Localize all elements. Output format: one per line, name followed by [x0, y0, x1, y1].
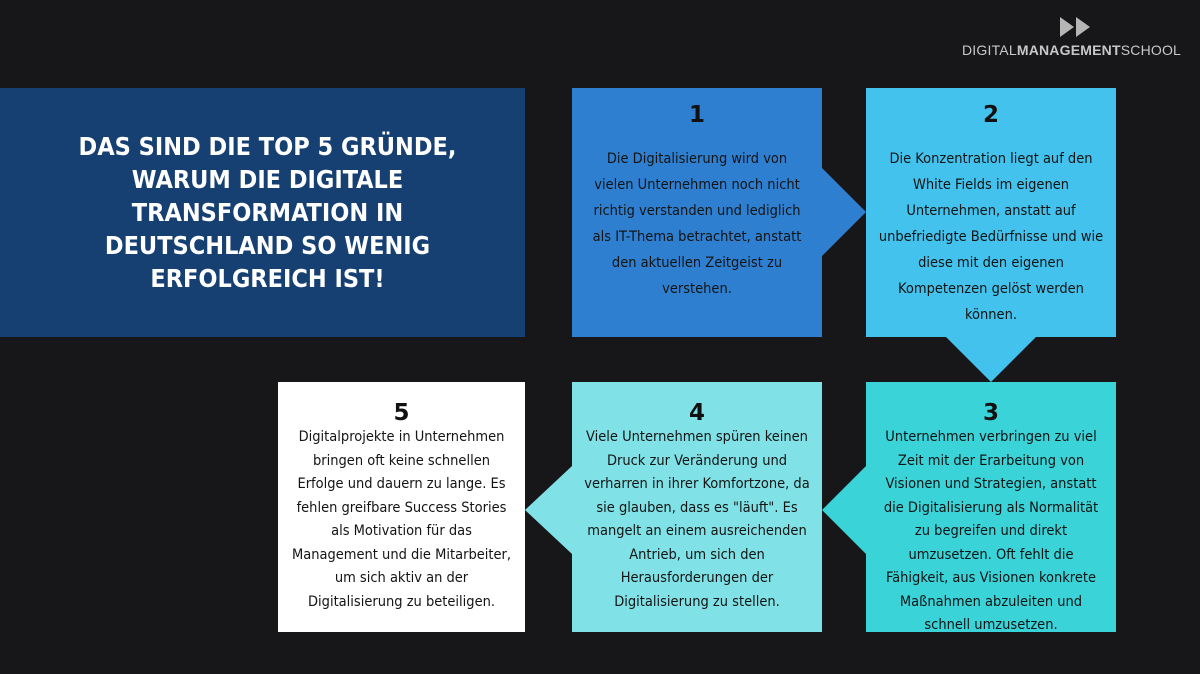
step-number: 3: [982, 400, 999, 426]
step-number: 1: [688, 102, 705, 128]
brand-logo: [962, 12, 1192, 62]
arrow-step4-to-step5: [525, 466, 572, 554]
step-text: Die Konzentration liegt auf den White Fields im eigenen Unternehmen, anstatt auf unbefriedigte Bedürfnisse und wie diese mit den eigenen Kompetenzen gelöst werden können.: [878, 151, 1104, 323]
step-text: Unternehmen verbringen zu viel Zeit mit der Erarbeitung von Visionen und Strategien, anstatt die Digitalisierung als Normalität zu begreifen und direkt umzusetzen. Oft fehlt die Fähigkeit, aus Visionen konkrete Maßnahmen abzuleiten und schnell umzusetzen.: [883, 429, 1099, 632]
brand-name: DIGITALMANAGEMENTSCHOOL: [962, 42, 1182, 58]
page-title: DAS SIND DIE TOP 5 GRÜNDE, WARUM DIE DIGITALE TRANSFORMATION IN DEUTSCHLAND SO WENIG ERFOLGREICH IST!: [78, 132, 457, 293]
step-box-1: [572, 88, 822, 337]
double-chevron-icon: [1058, 16, 1098, 38]
step-box-4: [572, 382, 822, 632]
step-number: 2: [982, 102, 999, 128]
step-number: 5: [393, 400, 410, 426]
step-box-3: [866, 382, 1116, 632]
arrow-step2-to-step3: [946, 337, 1036, 382]
step-box-5: [278, 382, 525, 632]
step-text: Digitalprojekte in Unternehmen bringen oft keine schnellen Erfolge und dauern zu lange. Es fehlen greifbare Success Stories als Motivation für das Management und die Mitarbeiter, um sich aktiv an der Digitalisierung zu beteiligen.: [291, 429, 512, 610]
title-box: [0, 88, 525, 337]
arrow-step3-to-step4: [822, 466, 866, 554]
step-text: Viele Unternehmen spüren keinen Druck zur Veränderung und verharren in ihrer Komfortzone, da sie glauben, dass es "läuft". Es mangelt an einem ausreichenden Antrieb, um sich den Herausforderungen der Digitalisierung zu stellen.: [584, 429, 810, 610]
arrow-step1-to-step2: [822, 168, 866, 256]
step-text: Die Digitalisierung wird von vielen Unternehmen noch nicht richtig verstanden und lediglich als IT-Thema betrachtet, anstatt den aktuellen Zeitgeist zu verstehen.: [592, 151, 802, 297]
step-box-2: [866, 88, 1116, 337]
step-number: 4: [688, 400, 705, 426]
